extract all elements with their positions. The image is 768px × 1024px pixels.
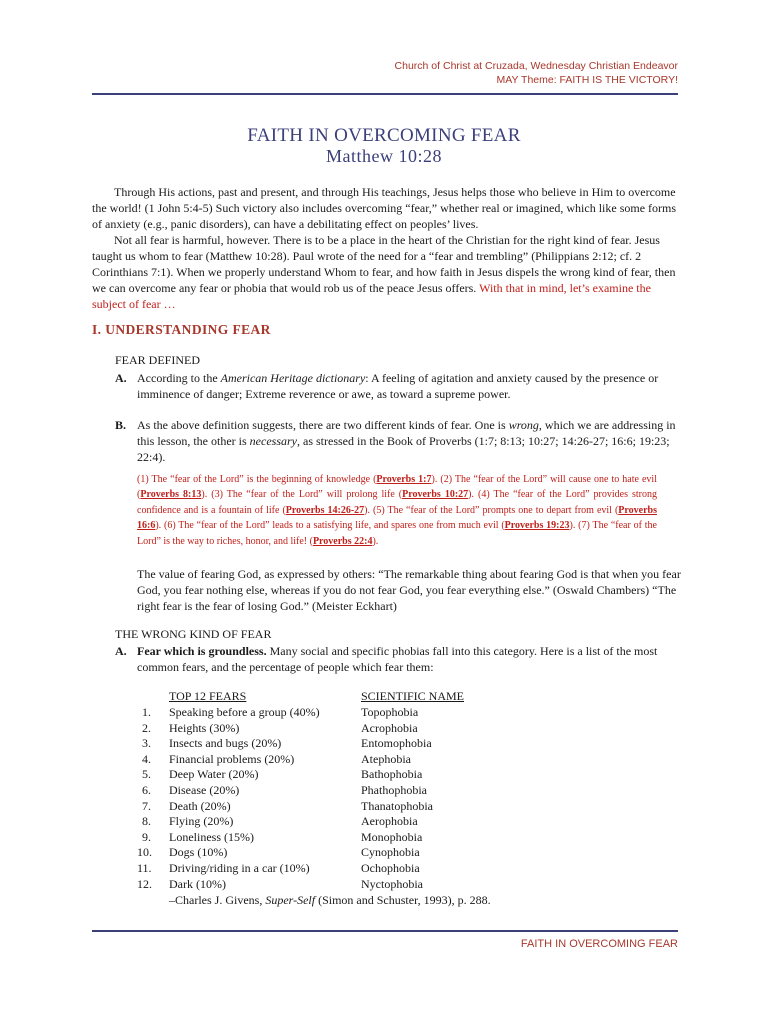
page-title: FAITH IN OVERCOMING FEAR [247, 125, 521, 146]
row-number: 7. [142, 798, 151, 813]
row-number: 2. [142, 720, 151, 735]
table-row [137, 752, 677, 768]
proverb-text: (6) The “fear of the Lord” leads to a satisfying life, and spares one from much evil ( [164, 520, 505, 532]
groundless-fear-label: Fear which is groundless. [137, 644, 267, 658]
header-church-line: Church of Christ at Cruzada, Wednesday Christian Endeavor [394, 60, 678, 72]
proverb-text: (1) The “fear of the Lord” is the beginning of knowledge ( [137, 474, 377, 485]
row-number: 10. [137, 845, 152, 860]
scientific-name: Phathophobia [361, 782, 427, 797]
proverb-text-end: ). [201, 489, 212, 501]
definition-b-text-3: , as stressed in the Book of Proverbs (1:7; 8:13; 10:27; 14:26-27; 16:6; 19:23; 22:4). [137, 434, 670, 464]
header-divider [92, 93, 678, 95]
scientific-name: Topophobia [361, 705, 419, 719]
scientific-name: Bathophobia [361, 767, 423, 782]
footer-title: FAITH IN OVERCOMING FEAR [520, 938, 678, 950]
table-row [137, 814, 677, 830]
row-number: 4. [142, 751, 151, 766]
proverb-text-end: ). [155, 520, 164, 532]
proverb-reference-link[interactable]: Proverbs 8:13 [140, 489, 202, 501]
proverb-reference-link[interactable]: Proverbs 16:6 [137, 504, 657, 532]
intro-paragraph-2-highlight: With that in mind, let’s examine the subject of fear … [92, 281, 651, 311]
table-row [137, 861, 677, 877]
row-number: 9. [142, 829, 151, 844]
fear-name: Deep Water (20%) [169, 767, 259, 782]
subheading-fear-defined: FEAR DEFINED [115, 353, 201, 367]
table-row [137, 767, 677, 783]
item-label: B. [115, 418, 127, 432]
proverb-text-end: ). [569, 520, 579, 532]
dictionary-source: American Heritage dictionary [220, 371, 366, 385]
fear-name: Disease (20%) [169, 782, 240, 797]
item-label: A. [115, 644, 127, 658]
intro-paragraph-2-text: Not all fear is harmful, however. There is to be a place in the heart of the Christian for the right kind of fear. Jesus taught us whom to fear (Matthew 10:28). Paul wrote of the need for a “fear and trembling” (Philippians 2:12; cf. 2 Corinthians 7:1). When we properly understand Whom to fear, and how faith in Jesus dispels the wrong kind of fear, then we can overcome any fear or phobia that would rob us of the peace Jesus offers. [92, 233, 676, 295]
value-of-fearing-god: The value of fearing God, as expressed by others: “The remarkable thing about fearing God is that when you fear God, you fear nothing else, whereas if you do not fear God, you fear everything else.” (Oswald Chambers) “The right fear is the fear of losing God.” (Meister Eckhart) [137, 567, 681, 613]
groundless-fear-text: Many social and specific phobias fall into this category. Here is a list of the most common fears, and the percentage of people which fear them: [137, 644, 658, 674]
scientific-name: Entomophobia [361, 736, 432, 751]
intro-paragraph-1 [92, 184, 682, 232]
proverb-reference-link[interactable]: Proverbs 1:7 [376, 474, 432, 485]
footer-divider [92, 930, 678, 932]
subheading-wrong-kind-of-fear: THE WRONG KIND OF FEAR [115, 627, 272, 641]
proverb-text-end: ). [468, 489, 479, 501]
row-number: 1. [142, 705, 151, 719]
intro-paragraph-1-text: Through His actions, past and present, and through His teachings, Jesus helps those who believe in Him to overcome the world! (1 John 5:4-5) Such victory also includes overcoming “fear,” whether real or imagined, which like some forms of anxiety (e.g., panic disorders), can have a debilitating effect on peoples’ lives. [92, 185, 677, 231]
row-number: 3. [142, 736, 151, 751]
header-theme-line: MAY Theme: FAITH IS THE VICTORY! [496, 74, 678, 86]
column-header-fears: TOP 12 FEARS [169, 689, 247, 703]
row-number: 5. [142, 767, 151, 782]
proverb-reference-link[interactable]: Proverbs 22:4 [312, 535, 373, 547]
intro-paragraph-2 [92, 232, 682, 312]
proverb-text: (7) The “fear of the Lord” is the way to riches, honor, and life! ( [137, 520, 657, 547]
wrong-fear-item-a [115, 643, 681, 675]
table-row [137, 721, 677, 737]
proverb-text: (4) The “fear of the Lord” provides strong confidence and is a fountain of life ( [137, 489, 657, 516]
proverb-text-end: ). [431, 474, 441, 485]
definition-a-pre: According to the [137, 371, 221, 385]
proverb-text-end: ). [372, 535, 379, 547]
row-number: 8. [142, 814, 151, 829]
scripture-reference: Matthew 10:28 [326, 146, 442, 166]
scientific-name: Thanatophobia [361, 798, 433, 813]
citation [169, 893, 491, 908]
definition-a-text: : A feeling of agitation and anxiety caused by the presence or imminence of danger; Extreme reverence or awe, as toward a supreme power. [137, 371, 659, 401]
emphasis-wrong: wrong [508, 418, 539, 432]
table-row [137, 799, 677, 815]
citation-title: Super-Self [265, 893, 316, 907]
scientific-name: Acrophobia [361, 720, 418, 735]
column-header-scientific-name: SCIENTIFIC NAME [361, 689, 465, 703]
section-heading-understanding-fear: I. UNDERSTANDING FEAR [92, 322, 271, 337]
fear-name: Speaking before a group (40%) [169, 705, 320, 719]
fear-name: Driving/riding in a car (10%) [169, 860, 310, 875]
fear-name: Financial problems (20%) [169, 751, 295, 766]
scientific-name: Monophobia [361, 829, 423, 844]
definition-item-a [115, 370, 681, 402]
scientific-name: Cynophobia [361, 845, 420, 860]
item-label: A. [115, 371, 127, 385]
proverb-reference-link[interactable]: Proverbs 10:27 [402, 489, 469, 501]
fear-name: Loneliness (15%) [169, 829, 254, 844]
table-row [137, 736, 677, 752]
scientific-name: Ochophobia [361, 860, 420, 875]
fear-name: Insects and bugs (20%) [169, 736, 282, 751]
fear-name: Dogs (10%) [169, 845, 228, 860]
row-number: 6. [142, 782, 151, 797]
proverb-text: (2) The “fear of the Lord” will cause one to hate evil ( [137, 474, 657, 501]
citation-author: –Charles J. Givens, [169, 893, 266, 907]
row-number: 11. [137, 860, 152, 875]
definition-item-b [115, 417, 681, 465]
proverbs-list [137, 472, 657, 549]
definition-b-text-1: As the above definition suggests, there are two different kinds of fear. One is [137, 418, 509, 432]
proverb-reference-link[interactable]: Proverbs 19:23 [504, 520, 570, 532]
emphasis-necessary: necessary [249, 434, 297, 448]
scientific-name: Nyctophobia [361, 876, 423, 891]
fear-name: Dark (10%) [169, 876, 226, 891]
top-fears-table [137, 689, 677, 892]
scientific-name: Atephobia [361, 751, 411, 766]
table-row [137, 845, 677, 861]
proverb-text: (5) The “fear of the Lord” prompts one to depart from evil ( [373, 504, 619, 516]
table-header [137, 689, 677, 705]
row-number: 12. [137, 876, 152, 891]
fear-name: Heights (30%) [169, 720, 240, 735]
definition-b-text-2: , which we are addressing in this lesson, the other is [137, 418, 676, 448]
citation-publisher: (Simon and Schuster, 1993), p. 288. [315, 893, 491, 907]
fear-name: Death (20%) [169, 798, 231, 813]
table-row [137, 877, 677, 893]
proverb-text-end: ). [364, 504, 374, 516]
fear-name: Flying (20%) [169, 814, 234, 829]
table-row [137, 783, 677, 799]
scientific-name: Aerophobia [361, 814, 418, 829]
proverb-text: (3) The “fear of the Lord” will prolong life ( [211, 489, 403, 501]
table-row [137, 705, 677, 721]
table-row [137, 830, 677, 846]
proverb-reference-link[interactable]: Proverbs 14:26-27 [285, 504, 365, 516]
